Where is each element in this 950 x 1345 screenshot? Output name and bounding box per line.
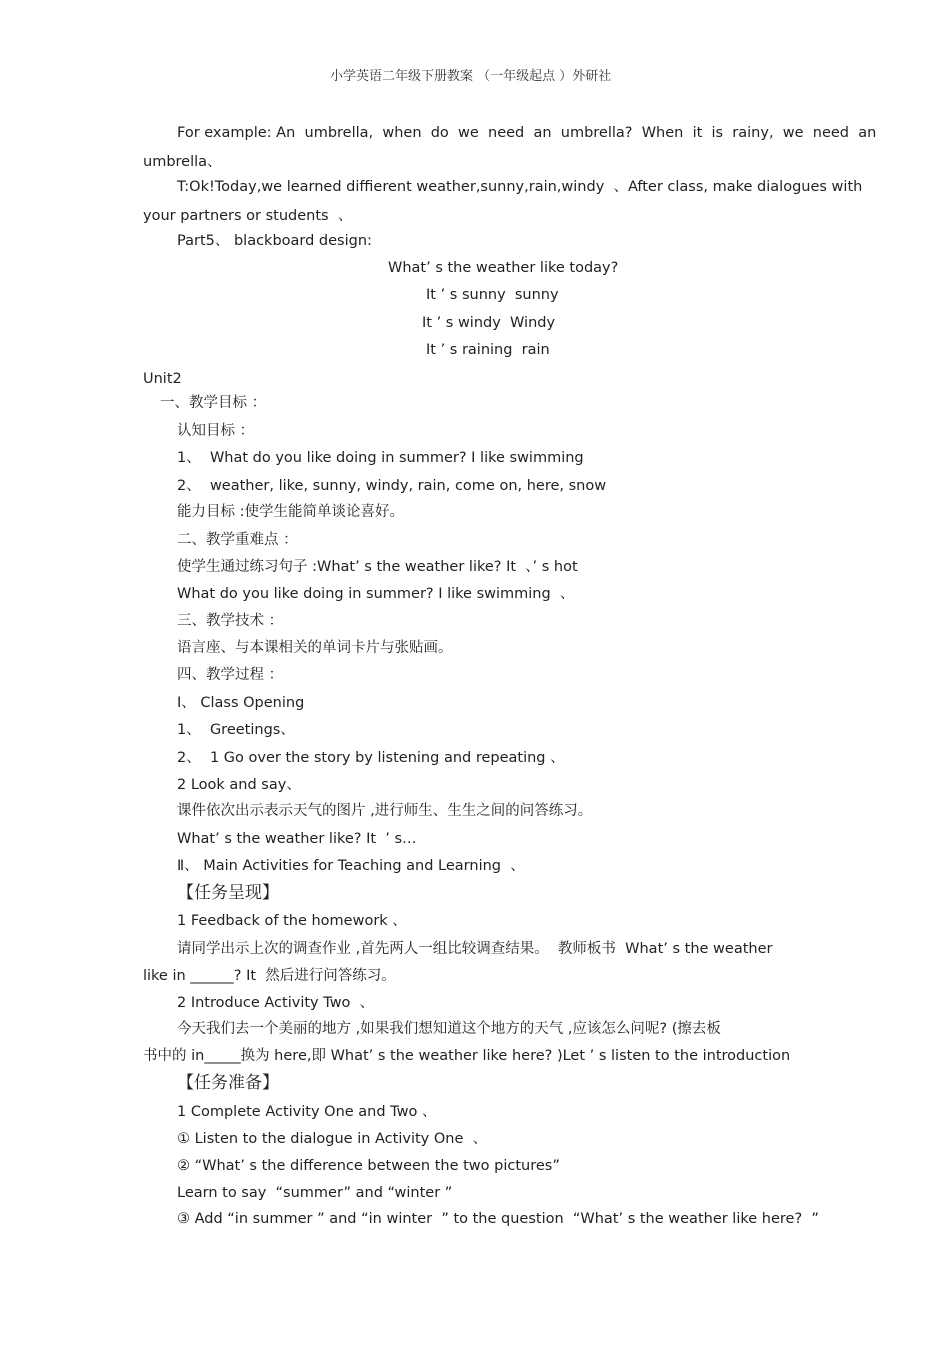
blackboard-line: What’ s the weather like today? — [388, 260, 619, 276]
text-line: Part5、 blackboard design: — [177, 233, 372, 249]
text-line: What do you like doing in summer? I like swimming 、 — [177, 586, 575, 602]
text-line: T:Ok!Today,we learned diffierent weather,sunny,rain,windy 、After class, make dialogues with — [177, 179, 863, 195]
text-line: 使学生通过练习句子 :What’ s the weather like? It 、’ s hot — [177, 559, 578, 575]
blackboard-line: It ’ s windy Windy — [422, 315, 556, 331]
text-line: 书中的 in_____换为 here,即 What’ s the weather like here? )Let ’ s listen to the introduction — [143, 1048, 791, 1064]
text-line: ① Listen to the dialogue in Activity One 、 — [177, 1131, 488, 1147]
task-heading: 【任务准备】 — [177, 1073, 279, 1093]
text-line: 课件依次出示表示天气的图片 ,进行师生、生生之间的问答练习。 — [177, 803, 593, 819]
text-line: 1、 What do you like doing in summer? I like swimming — [177, 450, 584, 466]
text-line: 2 Look and say、 — [177, 777, 301, 793]
text-line: 2、 weather, like, sunny, windy, rain, come on, here, snow — [177, 478, 607, 494]
text-line: 2、 1 Go over the story by listening and repeating 、 — [177, 750, 565, 766]
text-line: 请同学出示上次的调查作业 ,首先两人一组比较调查结果。 教师板书 What’ s the weather — [177, 941, 773, 957]
text-line: 1 Complete Activity One and Two 、 — [177, 1104, 437, 1120]
text-line: What’ s the weather like? It ’ s… — [177, 831, 417, 847]
text-line: 认知目标 ： — [177, 423, 255, 439]
section-heading: 三、教学技术 ： — [177, 613, 284, 629]
text-line: ③ Add “in summer ” and “in winter ” to the question “What’ s the weather like here? ” — [177, 1211, 819, 1227]
text-line: ② “What’ s the difference between the two pictures” — [177, 1158, 560, 1174]
page-header: 小学英语二年级下册教案 （一年级起点 ）外研社 — [330, 69, 612, 84]
task-heading: 【任务呈现】 — [177, 883, 279, 903]
text-line: Ⅰ、 Class Opening — [177, 695, 305, 711]
section-heading: 一、教学目标 ： — [160, 395, 267, 411]
text-line: 1 Feedback of the homework 、 — [177, 913, 407, 929]
text-line: 能力目标 :使学生能简单谈论喜好。 — [177, 504, 404, 520]
text-line: your partners or students 、 — [143, 208, 353, 224]
text-line: 语言座、与本课相关的单词卡片与张贴画。 — [177, 640, 453, 656]
text-line: Ⅱ、 Main Activities for Teaching and Learning 、 — [177, 858, 525, 874]
text-line: umbrella、 — [143, 154, 222, 170]
text-line: like in ______? It 然后进行问答练习。 — [143, 968, 396, 984]
unit-title: Unit2 — [143, 371, 182, 387]
section-heading: 四、教学过程 ： — [177, 667, 284, 683]
text-line: 1、 Greetings、 — [177, 722, 295, 738]
text-line: For example: An umbrella, when do we need an umbrella? When it is rainy, we need an — [177, 125, 877, 141]
text-line: 2 Introduce Activity Two 、 — [177, 995, 375, 1011]
section-heading: 二、教学重难点 ： — [177, 532, 298, 548]
text-line: Learn to say “summer” and “winter ” — [177, 1185, 453, 1201]
blackboard-line: It ’ s sunny sunny — [426, 287, 559, 303]
text-line: 今天我们去一个美丽的地方 ,如果我们想知道这个地方的天气 ,应该怎么问呢? (擦去板 — [177, 1021, 721, 1037]
blackboard-line: It ’ s raining rain — [426, 342, 550, 358]
